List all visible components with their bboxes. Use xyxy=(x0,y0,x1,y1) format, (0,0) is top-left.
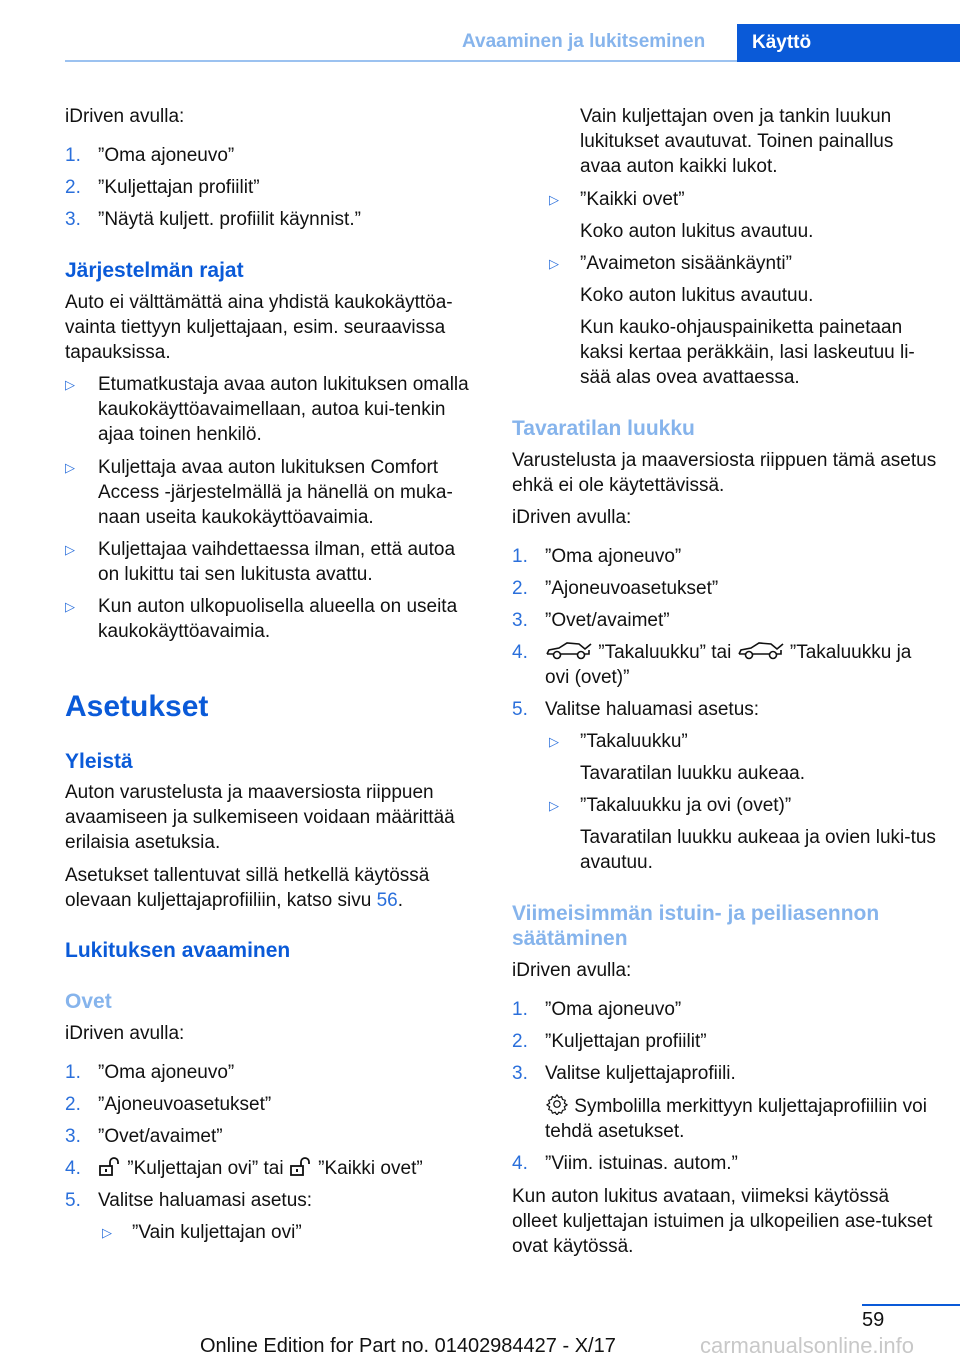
list-item xyxy=(65,1060,480,1085)
heading-doors: Ovet xyxy=(65,990,112,1013)
list-item-text: ”Ovet/avaimet” xyxy=(98,1126,223,1147)
bullet-item xyxy=(512,729,937,754)
list-item-text: ”Ajoneuvoasetukset” xyxy=(545,578,719,599)
bullet-text: Kuljettajaa vaihdettaessa ilman, että autoa on lukittu tai sen lukitusta avattu. xyxy=(98,539,456,585)
list-item-text: ”Takaluukku ja ovi (ovet)” xyxy=(545,642,912,688)
list-number: 2. xyxy=(512,578,528,599)
bullet-text: ”Avaimeton sisäänkäynti” xyxy=(580,253,792,274)
paragraph: Tavaratilan luukku aukeaa. xyxy=(580,763,805,784)
bullet-item xyxy=(65,372,480,447)
heading-settings: Asetukset xyxy=(65,690,209,723)
bullet-item xyxy=(65,455,480,530)
bullet-icon: ▷ xyxy=(549,798,559,813)
heading-unlocking: Lukituksen avaaminen xyxy=(65,939,291,962)
bullet-text: Kun auton ulkopuolisella alueella on useita kaukokäyttöavaimia. xyxy=(98,596,458,642)
bullet-icon: ▷ xyxy=(549,256,559,271)
list-number: 3. xyxy=(512,610,528,631)
gear-icon xyxy=(545,1093,569,1115)
list-number: 4. xyxy=(65,1158,81,1179)
bullet-item xyxy=(512,187,937,212)
list-item xyxy=(512,544,937,569)
page-number: 59 xyxy=(862,1309,885,1331)
bullet-text: ”Vain kuljettajan ovi” xyxy=(132,1222,302,1243)
paragraph: iDriven avulla: xyxy=(65,106,185,127)
bullet-item xyxy=(65,1220,480,1245)
car-tailgate-icon xyxy=(737,641,785,661)
header-section-title: Avaaminen ja lukitseminen xyxy=(462,31,706,52)
footer-rule xyxy=(862,1304,960,1306)
bullet-item xyxy=(512,251,937,276)
list-number: 4. xyxy=(512,642,528,663)
bullet-icon: ▷ xyxy=(549,734,559,749)
list-item xyxy=(512,1151,937,1176)
list-number: 2. xyxy=(512,1031,528,1052)
list-item xyxy=(512,997,937,1022)
list-item-text: ”Kuljettajan ovi” tai xyxy=(127,1158,284,1179)
paragraph: Vain kuljettajan oven ja tankin luukun lukitukset avautuvat. Toinen painallus avaa auton kaikki lukot. xyxy=(580,106,894,177)
watermark: carmanualsonline.info xyxy=(700,1333,915,1358)
list-item-text: ”Kuljettajan profiilit” xyxy=(545,1031,707,1052)
list-item-text: Valitse haluamasi asetus: xyxy=(98,1190,313,1211)
paragraph xyxy=(65,863,480,913)
list-number: 2. xyxy=(65,177,81,198)
bullet-icon: ▷ xyxy=(102,1225,112,1240)
list-number: 5. xyxy=(512,699,528,720)
bullet-item xyxy=(65,594,480,644)
list-item-text: ”Oma ajoneuvo” xyxy=(98,1062,235,1083)
list-number: 4. xyxy=(512,1153,528,1174)
list-item-text: ”Kuljettajan profiilit” xyxy=(98,177,260,198)
bullet-text: ”Takaluukku” xyxy=(580,731,688,752)
paragraph: Kun kauko-ohjauspainiketta painetaan kaksi kertaa peräkkäin, lasi laskeutuu li-sää alas ovea avattaessa. xyxy=(580,317,915,388)
heading-trunk-lid: Tavaratilan luukku xyxy=(512,417,695,440)
header-rule xyxy=(65,60,737,62)
header-chapter-tab: Käyttö xyxy=(737,24,960,62)
paragraph: iDriven avulla: xyxy=(512,960,632,981)
heading-system-limits: Järjestelmän rajat xyxy=(65,259,244,282)
paragraph: Koko auton lukitus avautuu. xyxy=(580,285,814,306)
paragraph-text: Symbolilla merkittyyn kuljettajaprofiiliin voi tehdä asetukset. xyxy=(545,1096,927,1142)
list-item xyxy=(512,576,937,601)
list-item-text: ”Ajoneuvoasetukset” xyxy=(98,1094,272,1115)
bullet-item xyxy=(65,537,480,587)
list-number: 3. xyxy=(512,1063,528,1084)
unlock-icon xyxy=(98,1157,122,1177)
list-item xyxy=(65,1188,480,1213)
list-item-text: ”Ovet/avaimet” xyxy=(545,610,670,631)
list-item xyxy=(512,697,937,722)
list-item xyxy=(65,143,480,168)
heading-general: Yleistä xyxy=(65,750,133,773)
footer-edition: Online Edition for Part no. 01402984427 - X/17 xyxy=(200,1335,616,1357)
list-item-text: ”Oma ajoneuvo” xyxy=(545,999,682,1020)
paragraph: Kun auton lukitus avataan, viimeksi käytössä olleet kuljettajan istuimen ja ulkopeilien ase-tukset ovat käytössä. xyxy=(512,1186,933,1257)
right-column xyxy=(512,104,937,1259)
list-item-text: ”Kaikki ovet” xyxy=(318,1158,423,1179)
list-item xyxy=(65,207,480,232)
bullet-text: Kuljettaja avaa auton lukituksen Comfort Access -järjestelmällä ja hänellä on muka-naan useita kaukokäyttöavaimia. xyxy=(98,457,453,528)
bullet-item xyxy=(512,793,937,818)
list-number: 1. xyxy=(65,1062,81,1083)
paragraph: Tavaratilan luukku aukeaa ja ovien luki-tus avautuu. xyxy=(580,827,936,873)
paragraph: Varustelusta ja maaversiosta riippuen tämä asetus ehkä ei ole käytettävissä. xyxy=(512,450,937,496)
bullet-icon: ▷ xyxy=(65,599,75,614)
list-item-text: Valitse kuljettajaprofiili. xyxy=(545,1063,736,1084)
list-number: 3. xyxy=(65,209,81,230)
paragraph: iDriven avulla: xyxy=(512,507,632,528)
list-item xyxy=(65,1156,480,1181)
car-tailgate-icon xyxy=(545,641,593,661)
bullet-text: Etumatkustaja avaa auton lukituksen omalla kaukokäyttöavaimellaan, autoa kui-tenkin ajaa toinen henkilö. xyxy=(98,374,469,445)
list-item xyxy=(512,608,937,633)
unlock-icon xyxy=(289,1157,313,1177)
paragraph: iDriven avulla: xyxy=(65,1023,185,1044)
paragraph-text: Asetukset tallentuvat sillä hetkellä käytössä olevaan kuljettajaprofiiliin, katso sivu xyxy=(65,865,430,911)
list-item-text: ”Takaluukku” tai xyxy=(598,642,732,663)
list-item-text: ”Oma ajoneuvo” xyxy=(545,546,682,567)
list-number: 5. xyxy=(65,1190,81,1211)
heading-last-seat-mirror: Viimeisimmän istuin- ja peiliasennon säätäminen xyxy=(512,902,880,950)
bullet-icon: ▷ xyxy=(549,192,559,207)
list-item xyxy=(65,175,480,200)
paragraph: Auton varustelusta ja maaversiosta riippuen avaamiseen ja sulkemiseen voidaan määrittää erilaisia asetuksia. xyxy=(65,782,455,853)
paragraph: Koko auton lukitus avautuu. xyxy=(580,221,814,242)
paragraph xyxy=(512,1093,937,1144)
left-column xyxy=(65,104,480,1245)
bullet-icon: ▷ xyxy=(65,460,75,475)
page-link[interactable]: 56 xyxy=(376,890,398,911)
bullet-text: ”Kaikki ovet” xyxy=(580,189,685,210)
list-item xyxy=(65,1092,480,1117)
paragraph-text: . xyxy=(397,890,403,911)
list-number: 1. xyxy=(65,145,81,166)
list-number: 1. xyxy=(512,546,528,567)
list-item-text: ”Viim. istuinas. autom.” xyxy=(545,1153,738,1174)
list-item-text: Valitse haluamasi asetus: xyxy=(545,699,760,720)
list-number: 1. xyxy=(512,999,528,1020)
list-item xyxy=(512,1061,937,1086)
list-number: 2. xyxy=(65,1094,81,1115)
list-item xyxy=(65,1124,480,1149)
list-item-text: ”Näytä kuljett. profiilit käynnist.” xyxy=(98,209,361,230)
list-item-text: ”Oma ajoneuvo” xyxy=(98,145,235,166)
bullet-icon: ▷ xyxy=(65,542,75,557)
list-item xyxy=(512,1029,937,1054)
list-number: 3. xyxy=(65,1126,81,1147)
bullet-text: ”Takaluukku ja ovi (ovet)” xyxy=(580,795,792,816)
paragraph: Auto ei välttämättä aina yhdistä kaukokäyttöa-vainta tiettyyn kuljettajaan, esim. seuraavissa tapauksissa. xyxy=(65,292,453,363)
bullet-icon: ▷ xyxy=(65,377,75,392)
list-item xyxy=(512,640,937,690)
